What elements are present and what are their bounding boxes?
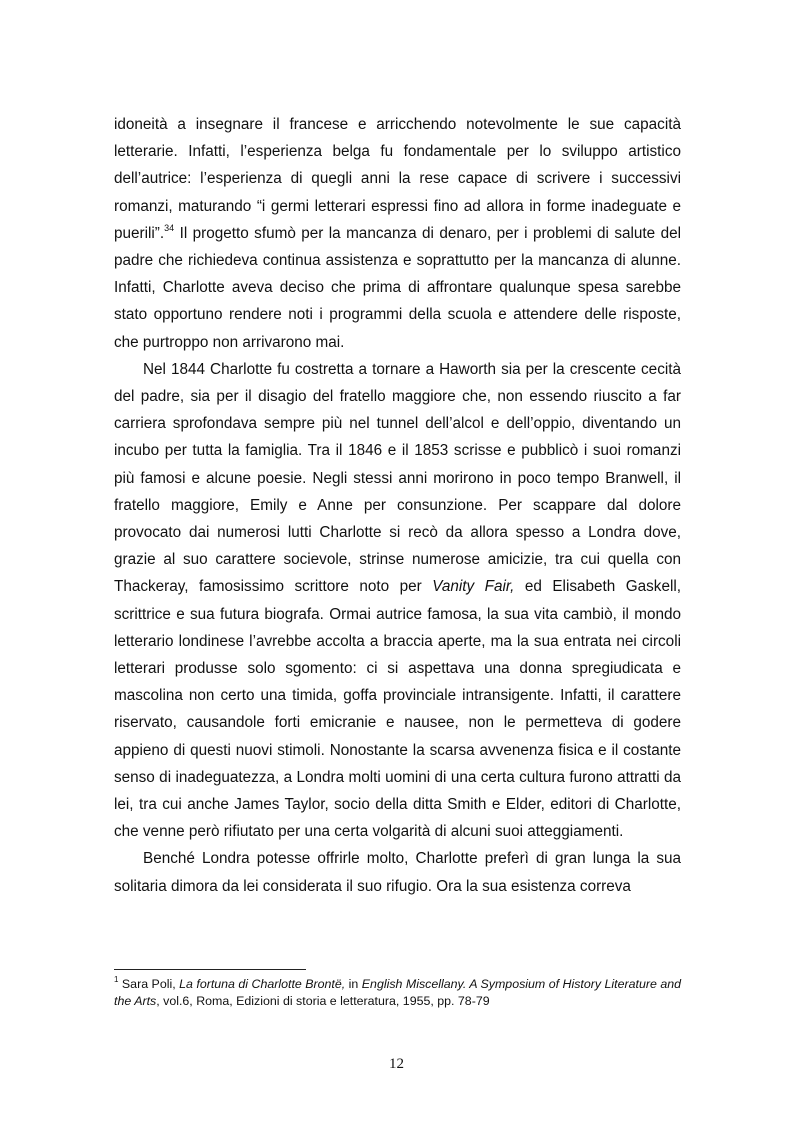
paragraph-1	[114, 111, 681, 356]
page-number: 12	[389, 1056, 404, 1072]
body-text	[114, 111, 681, 900]
paragraph-1-text-a: idoneità a insegnare il francese e arricchendo notevolmente le sue capacità letterarie. Infatti, l’esperienza belga fu fondamentale per lo sviluppo artistico dell’autrice: l’esperienza di quegli anni la rese capace di scrivere i successivi romanzi, maturando “i germi letterari espressi fino ad allora in forme inadeguate e puerili”.	[114, 116, 681, 242]
paragraph-3	[114, 845, 681, 899]
paragraph-2	[114, 356, 681, 846]
footnote-title-1: La fortuna di Charlotte Brontë,	[179, 977, 346, 991]
footnote-separator	[114, 969, 306, 970]
paragraph-2-text-b: ed Elisabeth Gaskell, scrittrice e sua futura biografa. Ormai autrice famosa, la sua vita cambiò, il mondo letterario londinese l’avrebbe accolta a braccia aperte, ma la sua entrata nei circoli letterari produsse solo sgomento: ci si aspettava una donna spregiudicata e mascolina non certo una timida, goffa provinciale intransigente. Infatti, il carattere riservato, causandole forti emicranie e nausee, non le permetteva di godere appieno di questi nuovi stimoli. Nonostante la scarsa avvenenza fisica e il costante senso di inadeguatezza, a Londra molti uomini di una certa cultura furono attratti da lei, tra cui anche James Taylor, socio della ditta Smith e Elder, editori di Charlotte, che venne però rifiutato per una certa volgarità di alcuni suoi atteggiamenti.	[114, 578, 682, 841]
footnote-text-c: , vol.6, Roma, Edizioni di storia e letteratura, 1955, pp. 78-79	[156, 993, 490, 1008]
footnote-text-b: in	[345, 977, 362, 991]
footnote-title-2: English Miscellany. A Symposium of History Literature and the Arts	[114, 977, 682, 1008]
book-title-vanity-fair: Vanity Fair,	[432, 578, 515, 596]
paragraph-3-text: Benché Londra potesse offrirle molto, Charlotte preferì di gran lunga la sua solitaria dimora da lei considerata il suo rifugio. Ora la sua esistenza correva	[114, 850, 681, 895]
footnote-reference: 34	[164, 222, 175, 233]
paragraph-1-text-b: Il progetto sfumò per la mancanza di denaro, per i problemi di salute del padre che richiedeva continua assistenza e soprattutto per la mancanza di alunne. Infatti, Charlotte aveva deciso che prima di affrontare qualunque spesa sarebbe stato opportuno rendere noti i programmi della scuola e attendere delle risposte, che purtroppo non arrivarono mai.	[114, 224, 681, 351]
paragraph-2-text-a: Nel 1844 Charlotte fu costretta a tornare a Haworth sia per la crescente cecità del padre, sia per il disagio del fratello maggiore che, non essendo riuscito a far carriera sprofondava sempre più nel tunnel dell’alcol e dell’oppio, diventando un incubo per tutta la famiglia. Tra il 1846 e il 1853 scrisse e pubblicò i suoi romanzi più famosi e alcune poesie. Negli stessi anni morirono in poco tempo Branwell, il fratello maggiore, Emily e Anne per consunzione. Per scappare dal dolore provocato dai numerosi lutti Charlotte si recò da allora spesso a Londra dove, grazie al suo carattere socievole, strinse numerose amicizie, tra cui quella con Thackeray, famosissimo scrittore noto per	[114, 360, 681, 596]
footnote-marker: 1	[114, 974, 119, 984]
footnote	[114, 976, 681, 1009]
footnote-text-a: Sara Poli,	[118, 977, 180, 991]
